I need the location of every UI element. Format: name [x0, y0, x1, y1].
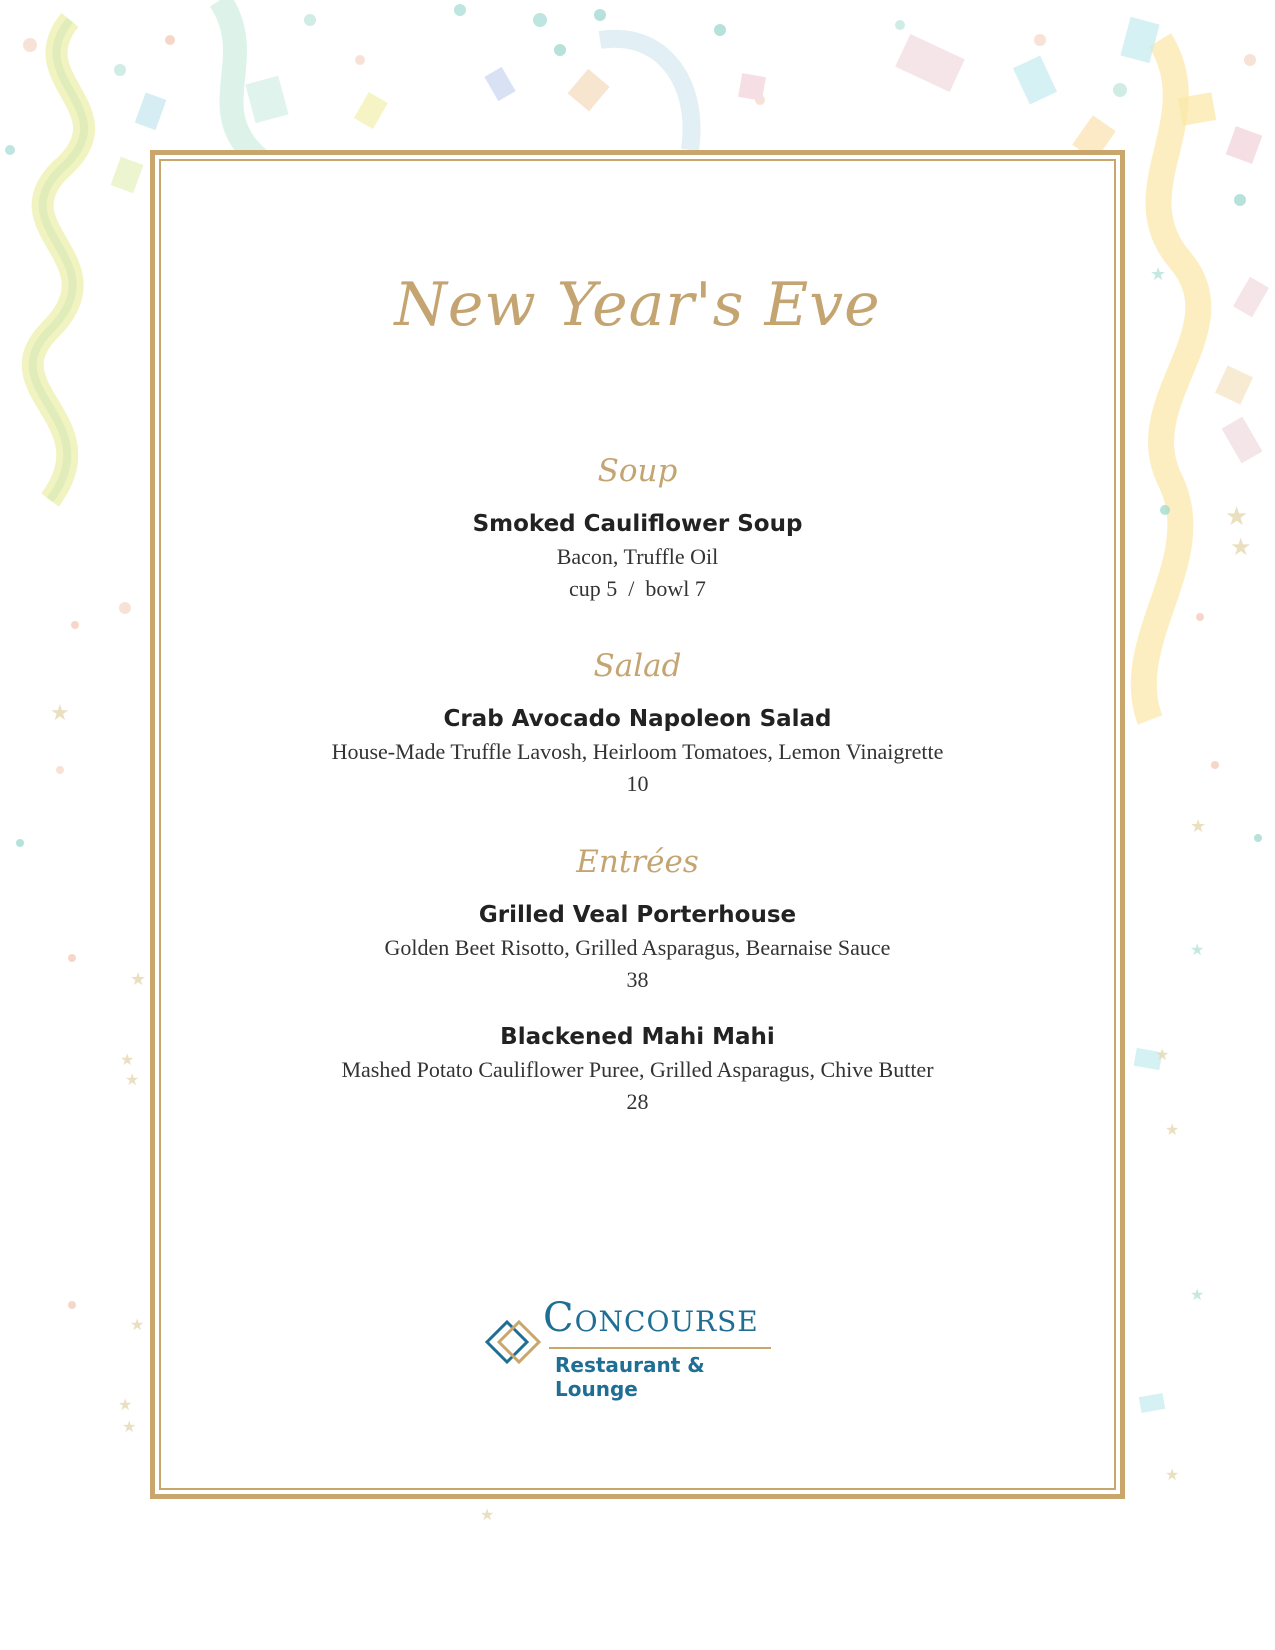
svg-text:★: ★ — [1190, 940, 1205, 959]
menu-item — [155, 1024, 1120, 1118]
item-description: House-Made Truffle Lavosh, Heirloom Tomatoes, Lemon Vinaigrette — [331, 739, 944, 764]
item-description: Bacon, Truffle Oil — [556, 544, 719, 569]
logo-subtitle: Restaurant & Lounge — [555, 1353, 705, 1401]
logo-divider — [549, 1347, 771, 1349]
section-entrees — [155, 844, 1120, 1136]
item-name: Crab Avocado Napoleon Salad — [443, 706, 832, 732]
svg-text:★: ★ — [1190, 816, 1207, 837]
item-description: Golden Beet Risotto, Grilled Asparagus, Bearnaise Sauce — [384, 935, 891, 960]
item-price: 28 — [626, 1089, 649, 1114]
svg-text:★: ★ — [120, 1050, 135, 1069]
menu-item — [155, 706, 1120, 800]
diamond-logo-icon — [485, 1317, 545, 1367]
svg-text:★: ★ — [130, 1315, 145, 1334]
svg-text:★: ★ — [1165, 1465, 1180, 1484]
svg-text:★: ★ — [1225, 502, 1249, 532]
item-price: 10 — [626, 771, 649, 796]
svg-text:★: ★ — [1190, 1285, 1205, 1304]
menu-item — [155, 902, 1120, 996]
svg-text:★: ★ — [480, 1505, 495, 1524]
svg-text:★: ★ — [122, 1417, 137, 1436]
menu-item — [155, 511, 1120, 605]
section-soup — [155, 453, 1120, 623]
svg-text:★: ★ — [1165, 1120, 1180, 1139]
svg-text:★: ★ — [118, 1395, 133, 1414]
svg-text:★: ★ — [125, 1070, 140, 1089]
section-salad — [155, 648, 1120, 818]
item-name: Grilled Veal Porterhouse — [478, 902, 797, 928]
svg-text:★: ★ — [1155, 1045, 1170, 1064]
section-title-entrees: Entrées — [576, 844, 699, 880]
section-title-salad: Salad — [593, 648, 682, 684]
item-name: Smoked Cauliflower Soup — [472, 511, 803, 537]
svg-text:★: ★ — [130, 969, 147, 990]
item-name: Blackened Mahi Mahi — [500, 1024, 775, 1050]
menu-content — [155, 155, 1120, 1494]
logo-name: Concourse — [543, 1295, 759, 1341]
item-description: Mashed Potato Cauliflower Puree, Grilled Asparagus, Chive Butter — [341, 1057, 934, 1082]
svg-text:★: ★ — [1230, 533, 1252, 561]
concourse-logo — [485, 1295, 785, 1401]
menu-title: New Year's Eve — [394, 270, 881, 340]
svg-text:★: ★ — [1150, 264, 1167, 285]
svg-text:★: ★ — [50, 701, 70, 726]
item-price: cup 5 / bowl 7 — [569, 576, 706, 601]
menu-frame — [150, 150, 1125, 1499]
section-title-soup: Soup — [597, 453, 678, 489]
item-price: 38 — [626, 967, 649, 992]
